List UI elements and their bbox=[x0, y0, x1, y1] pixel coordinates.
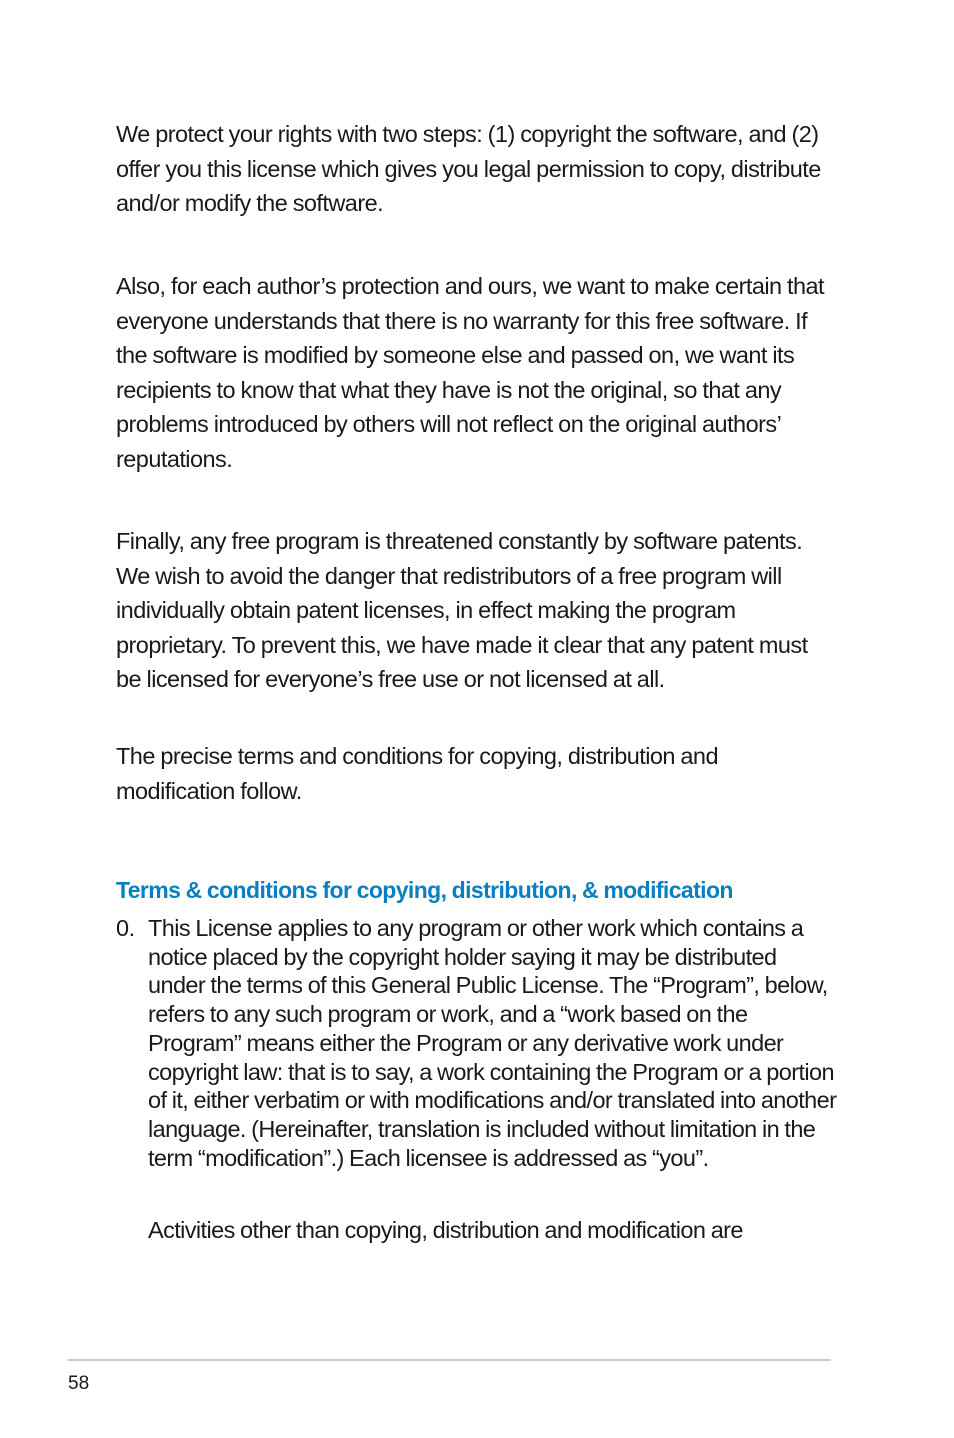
list-item-number: 0. bbox=[116, 915, 135, 941]
list-item-continuation: Activities other than copying, distribution and modification are bbox=[148, 1217, 743, 1243]
paragraph-rights-steps: We protect your rights with two steps: (1) copyright the software, and (2) offer you this license which gives you legal permission to copy, distribute and/or modify the software. bbox=[116, 121, 821, 217]
paragraph-patents: Finally, any free program is threatened constantly by software patents. We wish to avoid the danger that redistributors of a free program will individually obtain patent licenses, in effect making the program proprietary. To prevent this, we have made it clear that any patent must be licensed for everyone’s free use or not licensed at all. bbox=[116, 528, 808, 693]
list-item-text: This License applies to any program or other work which contains a notice placed by the copyright holder saying it may be distributed under the terms of this General Public License. The “Program”, below, refers to any such program or work, and a “work based on the Program” means either the Program or any derivative work under copyright law: that is to say, a work containing the Program or a portion of it, either verbatim or with modifications and/or translated into another language. (Hereinafter, translation is included without limitation in the term “modification”.) Each licensee is addressed as “you”. bbox=[148, 915, 837, 1171]
page-number: 58 bbox=[68, 1373, 90, 1394]
paragraph-no-warranty: Also, for each author’s protection and ours, we want to make certain that everyone understands that there is no warranty for this free software. If the software is modified by someone else and passed on, we want its recipients to know that what they have is not the original, so that any problems introduced by others will not reflect on the original authors’ reputations. bbox=[116, 273, 825, 472]
paragraph-terms-follow: The precise terms and conditions for copying, distribution and modification follow. bbox=[116, 743, 718, 804]
section-heading: Terms & conditions for copying, distribution, & modification bbox=[116, 877, 733, 903]
footer-divider bbox=[68, 1359, 831, 1361]
